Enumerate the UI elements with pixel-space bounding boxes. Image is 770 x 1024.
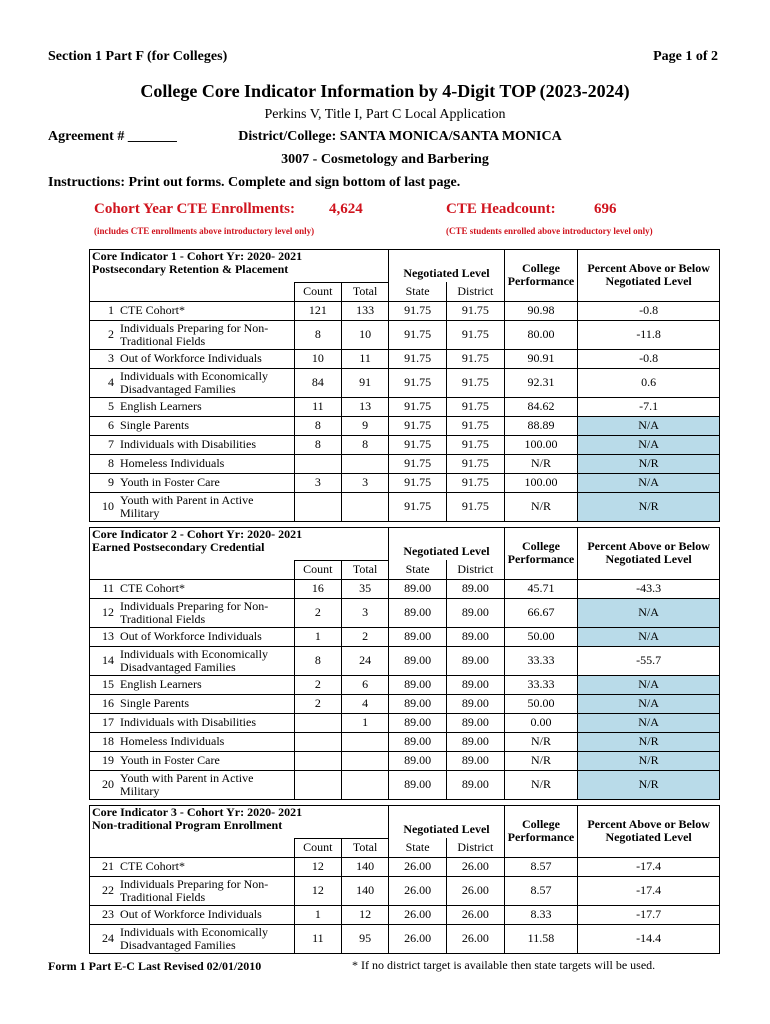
indicator-title: Core Indicator 3 - Cohort Yr: 2020- 2021: [92, 805, 303, 819]
indicator-title: Core Indicator 1 - Cohort Yr: 2020- 2021: [92, 249, 303, 263]
count-header: Count: [294, 560, 341, 579]
college-performance-cell: 90.98: [504, 301, 577, 320]
count-cell: 2: [294, 598, 341, 627]
percent-cell: N/A: [578, 473, 720, 492]
headcount-note: (CTE students enrolled above introductory level only): [446, 226, 653, 236]
total-header: Total: [341, 838, 388, 857]
row-label-text: Youth in Foster Care: [120, 753, 220, 768]
label-blank: [90, 282, 295, 301]
indicator-subtitle: Postsecondary Retention & Placement: [92, 262, 289, 276]
core-indicator-3-table: [89, 805, 720, 954]
table-row: [90, 301, 720, 320]
total-header: Total: [341, 282, 388, 301]
table-row: [90, 713, 720, 732]
state-cell: 91.75: [389, 454, 447, 473]
row-label: [90, 301, 295, 320]
percent-cell: -11.8: [578, 320, 720, 349]
district-cell: 89.00: [446, 732, 504, 751]
district-cell: 26.00: [446, 857, 504, 876]
college-performance-cell: N/R: [504, 732, 577, 751]
district-cell: 91.75: [446, 301, 504, 320]
count-cell: [294, 770, 341, 799]
table-row: [90, 905, 720, 924]
state-cell: 89.00: [389, 732, 447, 751]
percent-cell: N/R: [578, 751, 720, 770]
row-number: 3: [108, 351, 114, 366]
count-cell: [294, 492, 341, 521]
count-cell: 121: [294, 301, 341, 320]
state-cell: 26.00: [389, 905, 447, 924]
college-performance-cell: 33.33: [504, 675, 577, 694]
footnote: * If no district target is available then state targets will be used.: [352, 958, 656, 972]
district-cell: 91.75: [446, 349, 504, 368]
total-cell: [341, 751, 388, 770]
college-performance-cell: 50.00: [504, 627, 577, 646]
table-row: [90, 368, 720, 397]
district-college: District/College: SANTA MONICA/SANTA MONICA: [238, 129, 562, 144]
college-performance-cell: 45.71: [504, 579, 577, 598]
percent-cell: N/A: [578, 694, 720, 713]
indicator-header: [90, 528, 389, 561]
row-label: [90, 876, 295, 905]
district-cell: 89.00: [446, 751, 504, 770]
district-cell: 89.00: [446, 646, 504, 675]
count-cell: 16: [294, 579, 341, 598]
form-revision: Form 1 Part E-C Last Revised 02/01/2010: [48, 959, 262, 973]
percent-cell: -14.4: [578, 924, 720, 953]
row-number: 22: [102, 883, 114, 897]
negotiated-blank: [389, 806, 504, 821]
row-label: [90, 579, 295, 598]
count-cell: [294, 732, 341, 751]
row-number: 2: [108, 327, 114, 341]
table-row: [90, 397, 720, 416]
district-cell: 89.00: [446, 579, 504, 598]
table-row: [90, 646, 720, 675]
table-row: [90, 675, 720, 694]
table-row: [90, 492, 720, 521]
district-header: District: [446, 560, 504, 579]
row-label-text: Single Parents: [120, 696, 189, 711]
college-performance-cell: 33.33: [504, 646, 577, 675]
row-label-text: English Learners: [120, 677, 202, 692]
core-indicator-1-table: [89, 249, 720, 522]
total-cell: 1: [341, 713, 388, 732]
row-label: [90, 320, 295, 349]
percent-cell: N/R: [578, 732, 720, 751]
row-number: 9: [108, 475, 114, 490]
row-number: 23: [102, 907, 114, 922]
district-cell: 91.75: [446, 368, 504, 397]
row-label-text: CTE Cohort*: [120, 859, 185, 874]
label-blank: [90, 838, 295, 857]
district-cell: 91.75: [446, 473, 504, 492]
college-performance-cell: 0.00: [504, 713, 577, 732]
percent-cell: N/A: [578, 598, 720, 627]
instructions: Instructions: Print out forms. Complete and sign bottom of last page.: [48, 175, 461, 190]
count-cell: 84: [294, 368, 341, 397]
percent-cell: -43.3: [578, 579, 720, 598]
row-label: [90, 368, 295, 397]
college-performance-cell: 8.57: [504, 857, 577, 876]
table-row: [90, 924, 720, 953]
state-cell: 89.00: [389, 713, 447, 732]
total-cell: 140: [341, 876, 388, 905]
row-number: 5: [108, 399, 114, 414]
row-label: [90, 397, 295, 416]
district-cell: 91.75: [446, 320, 504, 349]
row-number: 12: [102, 605, 114, 619]
label-blank: [90, 560, 295, 579]
percent-cell: -17.4: [578, 876, 720, 905]
state-header: State: [389, 560, 447, 579]
percent-cell: N/A: [578, 416, 720, 435]
row-label-text: Individuals Preparing for Non-Traditional Fields: [120, 876, 269, 904]
indicator-title: Core Indicator 2 - Cohort Yr: 2020- 2021: [92, 527, 303, 541]
enrollments-note: (includes CTE enrollments above introductory level only): [94, 226, 315, 236]
row-label: [90, 732, 295, 751]
college-performance-cell: 11.58: [504, 924, 577, 953]
page-title: College Core Indicator Information by 4-Digit TOP (2023-2024): [140, 81, 630, 101]
headcount-value: 696: [594, 201, 617, 217]
row-label: [90, 598, 295, 627]
percent-header: Percent Above or Below Negotiated Level: [578, 806, 720, 858]
district-cell: 91.75: [446, 416, 504, 435]
district-cell: 91.75: [446, 454, 504, 473]
negotiated-blank: [389, 250, 504, 265]
row-label: [90, 646, 295, 675]
table-row: [90, 435, 720, 454]
state-cell: 89.00: [389, 579, 447, 598]
table-row: [90, 694, 720, 713]
count-cell: 2: [294, 694, 341, 713]
college-performance-cell: 8.57: [504, 876, 577, 905]
district-cell: 26.00: [446, 924, 504, 953]
row-number: 18: [102, 734, 114, 749]
count-cell: 11: [294, 924, 341, 953]
college-performance-header: College Performance: [504, 250, 577, 302]
negotiated-blank: [389, 528, 504, 543]
row-number: 21: [102, 859, 114, 874]
row-label-text: Youth with Parent in Active Military: [120, 770, 254, 798]
row-label-text: Individuals Preparing for Non-Traditional Fields: [120, 320, 269, 348]
row-label-text: Individuals Preparing for Non-Traditional Fields: [120, 598, 269, 626]
college-performance-cell: 100.00: [504, 473, 577, 492]
state-header: State: [389, 282, 447, 301]
row-label-text: Individuals with Disabilities: [120, 715, 256, 730]
row-label: [90, 713, 295, 732]
row-number: 4: [108, 375, 114, 389]
table-row: [90, 751, 720, 770]
college-performance-cell: 8.33: [504, 905, 577, 924]
total-cell: 6: [341, 675, 388, 694]
percent-cell: -17.4: [578, 857, 720, 876]
row-label: [90, 905, 295, 924]
percent-cell: N/A: [578, 675, 720, 694]
college-performance-cell: 90.91: [504, 349, 577, 368]
state-cell: 89.00: [389, 646, 447, 675]
college-performance-cell: 80.00: [504, 320, 577, 349]
row-label: [90, 675, 295, 694]
table-row: [90, 598, 720, 627]
percent-cell: N/R: [578, 770, 720, 799]
count-cell: 8: [294, 320, 341, 349]
section-label: Section 1 Part F (for Colleges): [48, 49, 228, 64]
negotiated-level-header: Negotiated Level: [389, 264, 504, 282]
row-number: 14: [102, 653, 114, 667]
state-cell: 91.75: [389, 397, 447, 416]
count-cell: [294, 454, 341, 473]
row-number: 1: [108, 303, 114, 318]
district-cell: 91.75: [446, 397, 504, 416]
total-cell: 4: [341, 694, 388, 713]
table-row: [90, 770, 720, 799]
total-cell: 95: [341, 924, 388, 953]
negotiated-level-header: Negotiated Level: [389, 542, 504, 560]
college-performance-cell: N/R: [504, 492, 577, 521]
total-cell: 3: [341, 598, 388, 627]
row-label: [90, 416, 295, 435]
indicator-subtitle: Earned Postsecondary Credential: [92, 540, 265, 554]
row-label-text: Youth in Foster Care: [120, 475, 220, 490]
total-cell: 91: [341, 368, 388, 397]
count-cell: 1: [294, 627, 341, 646]
percent-cell: -0.8: [578, 349, 720, 368]
core-indicator-2-table: [89, 527, 720, 800]
row-label-text: Youth with Parent in Active Military: [120, 492, 254, 520]
total-cell: 11: [341, 349, 388, 368]
count-cell: 10: [294, 349, 341, 368]
district-header: District: [446, 282, 504, 301]
total-cell: [341, 732, 388, 751]
table-row: [90, 454, 720, 473]
college-performance-cell: 100.00: [504, 435, 577, 454]
total-cell: 9: [341, 416, 388, 435]
state-cell: 91.75: [389, 473, 447, 492]
row-label: [90, 857, 295, 876]
count-cell: 2: [294, 675, 341, 694]
row-number: 10: [102, 499, 114, 513]
state-cell: 89.00: [389, 751, 447, 770]
table-row: [90, 732, 720, 751]
agreement-field: Agreement # _______: [48, 129, 177, 144]
count-header: Count: [294, 838, 341, 857]
total-cell: 140: [341, 857, 388, 876]
row-number: 13: [102, 629, 114, 644]
percent-cell: N/A: [578, 627, 720, 646]
percent-cell: -55.7: [578, 646, 720, 675]
college-performance-cell: N/R: [504, 454, 577, 473]
row-label-text: Out of Workforce Individuals: [120, 907, 262, 922]
row-number: 24: [102, 931, 114, 945]
state-cell: 89.00: [389, 694, 447, 713]
percent-cell: N/A: [578, 435, 720, 454]
indicator-header: [90, 806, 389, 839]
college-performance-cell: 50.00: [504, 694, 577, 713]
college-performance-header: College Performance: [504, 806, 577, 858]
count-cell: 1: [294, 905, 341, 924]
state-cell: 89.00: [389, 598, 447, 627]
count-cell: [294, 751, 341, 770]
district-cell: 26.00: [446, 905, 504, 924]
count-header: Count: [294, 282, 341, 301]
count-cell: 11: [294, 397, 341, 416]
count-cell: 3: [294, 473, 341, 492]
percent-cell: N/A: [578, 713, 720, 732]
count-cell: 8: [294, 435, 341, 454]
district-cell: 89.00: [446, 694, 504, 713]
indicator-header: [90, 250, 389, 283]
count-cell: 8: [294, 416, 341, 435]
row-label-text: Individuals with Economically Disadvantaged Families: [120, 368, 268, 396]
college-performance-cell: 84.62: [504, 397, 577, 416]
table-row: [90, 579, 720, 598]
row-label-text: Homeless Individuals: [120, 734, 225, 749]
row-number: 11: [102, 581, 114, 596]
row-number: 17: [102, 715, 114, 730]
state-cell: 89.00: [389, 770, 447, 799]
page-subtitle: Perkins V, Title I, Part C Local Application: [264, 107, 506, 122]
state-cell: 89.00: [389, 675, 447, 694]
college-performance-cell: N/R: [504, 751, 577, 770]
total-cell: 2: [341, 627, 388, 646]
table-row: [90, 627, 720, 646]
college-performance-cell: 92.31: [504, 368, 577, 397]
state-cell: 26.00: [389, 876, 447, 905]
district-cell: 89.00: [446, 675, 504, 694]
table-row: [90, 416, 720, 435]
percent-header: Percent Above or Below Negotiated Level: [578, 528, 720, 580]
district-cell: 91.75: [446, 492, 504, 521]
total-cell: 3: [341, 473, 388, 492]
headcount-label: CTE Headcount:: [446, 201, 556, 217]
row-label-text: CTE Cohort*: [120, 581, 185, 596]
total-cell: 13: [341, 397, 388, 416]
percent-header: Percent Above or Below Negotiated Level: [578, 250, 720, 302]
state-cell: 91.75: [389, 349, 447, 368]
table-row: [90, 349, 720, 368]
college-performance-cell: N/R: [504, 770, 577, 799]
district-cell: 89.00: [446, 598, 504, 627]
district-cell: 89.00: [446, 627, 504, 646]
row-label: [90, 473, 295, 492]
row-number: 8: [108, 456, 114, 471]
row-label: [90, 349, 295, 368]
count-cell: 12: [294, 876, 341, 905]
row-label: [90, 435, 295, 454]
total-cell: [341, 492, 388, 521]
percent-cell: 0.6: [578, 368, 720, 397]
row-label-text: Single Parents: [120, 418, 189, 433]
program-name: 3007 - Cosmetology and Barbering: [281, 152, 489, 167]
row-label-text: Homeless Individuals: [120, 456, 225, 471]
row-label: [90, 751, 295, 770]
total-cell: 35: [341, 579, 388, 598]
row-label-text: Out of Workforce Individuals: [120, 351, 262, 366]
row-label-text: English Learners: [120, 399, 202, 414]
state-header: State: [389, 838, 447, 857]
total-cell: 24: [341, 646, 388, 675]
college-performance-cell: 88.89: [504, 416, 577, 435]
state-cell: 91.75: [389, 368, 447, 397]
state-cell: 91.75: [389, 435, 447, 454]
row-number: 7: [108, 437, 114, 452]
row-label-text: Individuals with Economically Disadvantaged Families: [120, 646, 268, 674]
state-cell: 91.75: [389, 301, 447, 320]
table-row: [90, 876, 720, 905]
table-row: [90, 857, 720, 876]
total-cell: 133: [341, 301, 388, 320]
percent-cell: N/R: [578, 492, 720, 521]
state-cell: 91.75: [389, 320, 447, 349]
table-row: [90, 473, 720, 492]
table-row: [90, 320, 720, 349]
district-header: District: [446, 838, 504, 857]
percent-cell: -0.8: [578, 301, 720, 320]
district-cell: 89.00: [446, 770, 504, 799]
count-cell: 8: [294, 646, 341, 675]
row-label-text: Out of Workforce Individuals: [120, 629, 262, 644]
district-cell: 89.00: [446, 713, 504, 732]
total-cell: [341, 770, 388, 799]
percent-cell: -7.1: [578, 397, 720, 416]
enrollments-value: 4,624: [329, 201, 363, 217]
college-performance-cell: 66.67: [504, 598, 577, 627]
count-cell: [294, 713, 341, 732]
row-label-text: CTE Cohort*: [120, 303, 185, 318]
state-cell: 26.00: [389, 857, 447, 876]
percent-cell: N/R: [578, 454, 720, 473]
indicator-subtitle: Non-traditional Program Enrollment: [92, 818, 283, 832]
total-cell: 8: [341, 435, 388, 454]
total-cell: 10: [341, 320, 388, 349]
row-number: 16: [102, 696, 114, 711]
row-label: [90, 627, 295, 646]
row-number: 19: [102, 753, 114, 768]
row-label: [90, 694, 295, 713]
total-header: Total: [341, 560, 388, 579]
total-cell: 12: [341, 905, 388, 924]
row-label-text: Individuals with Economically Disadvantaged Families: [120, 924, 268, 952]
state-cell: 89.00: [389, 627, 447, 646]
college-performance-header: College Performance: [504, 528, 577, 580]
district-cell: 26.00: [446, 876, 504, 905]
total-cell: [341, 454, 388, 473]
district-cell: 91.75: [446, 435, 504, 454]
negotiated-level-header: Negotiated Level: [389, 820, 504, 838]
state-cell: 91.75: [389, 416, 447, 435]
count-cell: 12: [294, 857, 341, 876]
row-number: 6: [108, 418, 114, 433]
row-number: 15: [102, 677, 114, 692]
percent-cell: -17.7: [578, 905, 720, 924]
state-cell: 91.75: [389, 492, 447, 521]
row-label: [90, 924, 295, 953]
page-number: Page 1 of 2: [653, 49, 718, 64]
state-cell: 26.00: [389, 924, 447, 953]
row-label: [90, 492, 295, 521]
enrollments-label: Cohort Year CTE Enrollments:: [94, 201, 295, 217]
row-label-text: Individuals with Disabilities: [120, 437, 256, 452]
row-number: 20: [102, 777, 114, 791]
row-label: [90, 770, 295, 799]
row-label: [90, 454, 295, 473]
